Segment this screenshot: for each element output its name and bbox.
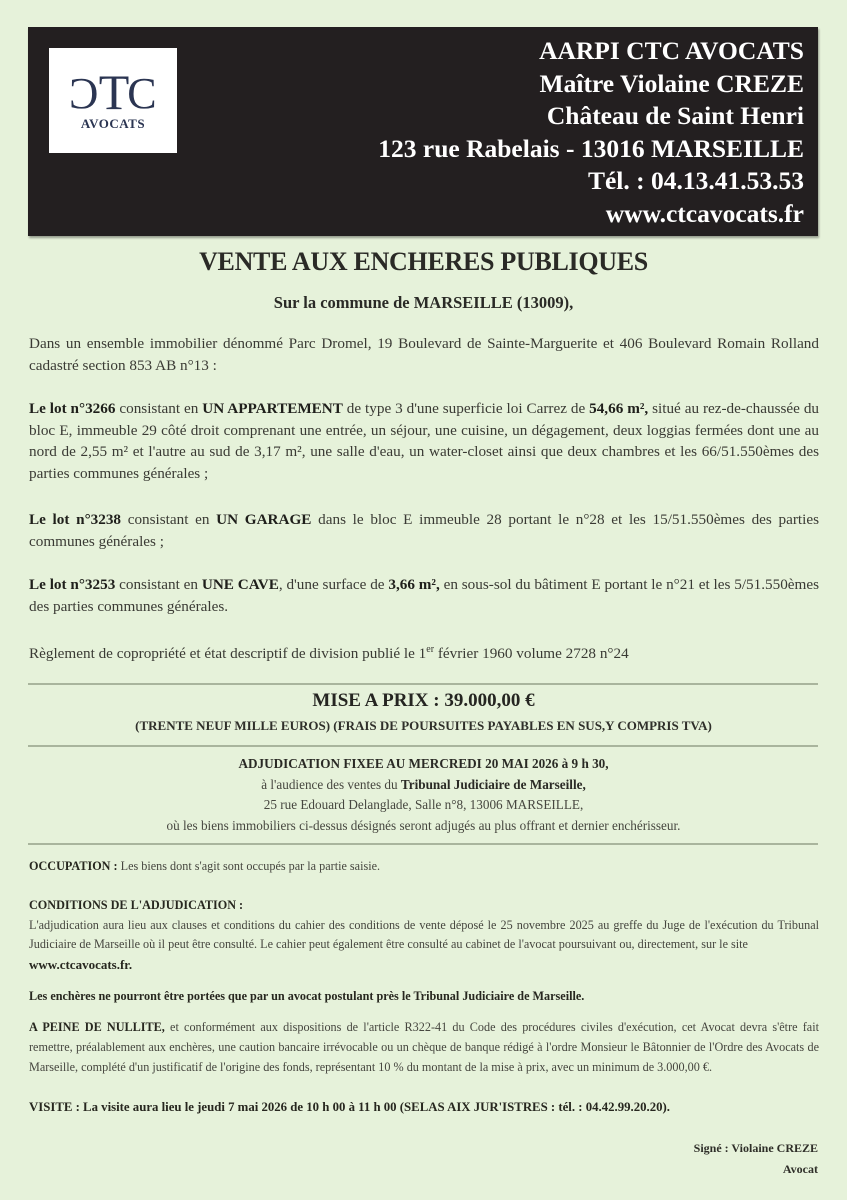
adjudication-block bbox=[0, 754, 847, 836]
divider bbox=[28, 745, 818, 747]
reglement-copropriete: Règlement de copropriété et état descriptif de division publié le 1er février 1960 volume 2728 n°24 bbox=[29, 644, 629, 663]
firm-name: AARPI CTC AVOCATS bbox=[539, 36, 804, 65]
lot-number: Le lot n°3238 bbox=[29, 511, 122, 528]
commune-heading: Sur la commune de MARSEILLE (13009), bbox=[273, 293, 574, 312]
peine-de-nullite: A PEINE DE NULLITE, et conformément aux dispositions de l'article R322-41 du Code des procédures civiles d'exécution, cet Avocat devra s'être fait remettre, préalablement aux enchères, une caution bancaire irrévocable ou un chèque de banque rédigé à l'ordre Monsieur le Bâtonnier de l'Ordre des Avocats de Marseille, complété d'un justificatif de l'origine des fonds, représentant 10 % du montant de la mise à prix, avec un minimum de 3.000,00 €. bbox=[29, 1020, 819, 1074]
firm-address: 123 rue Rabelais - 13016 MARSEILLE bbox=[378, 133, 804, 163]
firm-header bbox=[28, 27, 818, 236]
peine-label: A PEINE DE NULLITE, bbox=[29, 1020, 165, 1034]
logo-subtitle: AVOCATS bbox=[80, 115, 146, 131]
signature-role: Avocat bbox=[782, 1162, 818, 1176]
adjudication-note: où les biens immobiliers ci-dessus désignés seront adjugés au plus offrant et dernier enchérisseur. bbox=[166, 817, 681, 833]
visite: VISITE : La visite aura lieu le jeudi 7 mai 2026 de 10 h 00 à 11 h 00 (SELAS AIX JUR'ISTRES : tél. : 04.42.99.20.20). bbox=[29, 1100, 670, 1114]
lot-surface: 3,66 m², bbox=[388, 576, 440, 593]
lot-number: Le lot n°3266 bbox=[29, 400, 116, 417]
lot-type: UN GARAGE bbox=[216, 511, 312, 528]
adjudication-heading: ADJUDICATION FIXEE AU MERCREDI 20 MAI 2026 à 9 h 30, bbox=[238, 756, 609, 771]
ctc-logo bbox=[49, 48, 177, 153]
court-address: 25 rue Edouard Delanglade, Salle n°8, 13006 MARSEILLE, bbox=[263, 797, 584, 812]
lot-type: UN APPARTEMENT bbox=[202, 400, 343, 417]
firm-contact-block bbox=[378, 35, 804, 230]
lawyer-name: Maître Violaine CREZE bbox=[539, 68, 804, 98]
encheres-note: Les enchères ne pourront être portées que par un avocat postulant près le Tribunal Judiciaire de Marseille. bbox=[29, 989, 585, 1003]
mise-a-prix-details: (TRENTE NEUF MILLE EUROS) (FRAIS DE POURSUITES PAYABLES EN SUS,Y COMPRIS TVA) bbox=[135, 718, 712, 733]
logo-mark-icon: C T C bbox=[71, 63, 155, 120]
conditions-label: CONDITIONS DE L'ADJUDICATION : bbox=[29, 898, 244, 912]
lot-description: Le lot n°3238 consistant en UN GARAGE dans le bloc E immeuble 28 portant le n°28 et les 15/51.550èmes des parties communes générales ; bbox=[29, 511, 819, 550]
mise-a-prix: MISE A PRIX : 39.000,00 € bbox=[312, 690, 535, 711]
lot-description: Le lot n°3253 consistant en UNE CAVE, d'une surface de 3,66 m², en sous-sol du bâtiment E portant le n°21 et les 5/51.550èmes des parties communes générales. bbox=[29, 576, 820, 615]
signature: Signé : Violaine CREZE bbox=[693, 1141, 818, 1155]
lot-type: UNE CAVE bbox=[201, 576, 279, 593]
occupation-label: OCCUPATION : bbox=[29, 859, 118, 873]
adjudication-court-line: à l'audience des ventes du Tribunal Judiciaire de Marseille, bbox=[261, 776, 586, 792]
lot-number: Le lot n°3253 bbox=[29, 576, 116, 593]
lot-surface: 54,66 m², bbox=[589, 400, 649, 417]
occupation: OCCUPATION : Les biens dont s'agit sont occupés par la partie saisie. bbox=[29, 859, 381, 873]
divider bbox=[28, 683, 818, 685]
conditions: CONDITIONS DE L'ADJUDICATION : L'adjudication aura lieu aux clauses et conditions du cahier des conditions de vente déposé le 25 novembre 2025 au greffe du Juge de l'exécution du Tribunal Judiciaire de Marseille où il peut être consulté. Le cahier peut également être consulté au cabinet de l'avocat poursuivant ou, directement, sur le site www.ctcavocats.fr. bbox=[29, 898, 819, 972]
firm-building: Château de Saint Henri bbox=[546, 101, 804, 130]
court-name: Tribunal Judiciaire de Marseille, bbox=[400, 776, 586, 792]
firm-phone: Tél. : 04.13.41.53.53 bbox=[587, 166, 804, 195]
lot-description: Le lot n°3266 consistant en UN APPARTEMENT de type 3 d'une superficie loi Carrez de 54,66 m², situé au rez-de-chaussée du bloc E, immeuble 29 côté droit comprenant une entrée, un séjour, une cuisine, un dégagement, deux loggias fermées dont une au nord de 2,55 m² et l'autre au sud de 3,17 m², une salle d'eau, un water-closet ainsi que deux chambres et les 66/51.550èmes des parties communes générales ; bbox=[29, 400, 820, 482]
firm-website[interactable]: www.ctcavocats.fr bbox=[605, 198, 804, 228]
conditions-website-link[interactable]: www.ctcavocats.fr. bbox=[29, 956, 133, 972]
property-intro: Dans un ensemble immobilier dénommé Parc Dromel, 19 Boulevard de Sainte-Marguerite et 406 Boulevard Romain Rolland cadastré section 853 AB n°13 : bbox=[29, 335, 819, 374]
page-title: VENTE AUX ENCHERES PUBLIQUES bbox=[199, 247, 648, 276]
signature-block bbox=[694, 1138, 818, 1180]
divider bbox=[28, 843, 818, 845]
